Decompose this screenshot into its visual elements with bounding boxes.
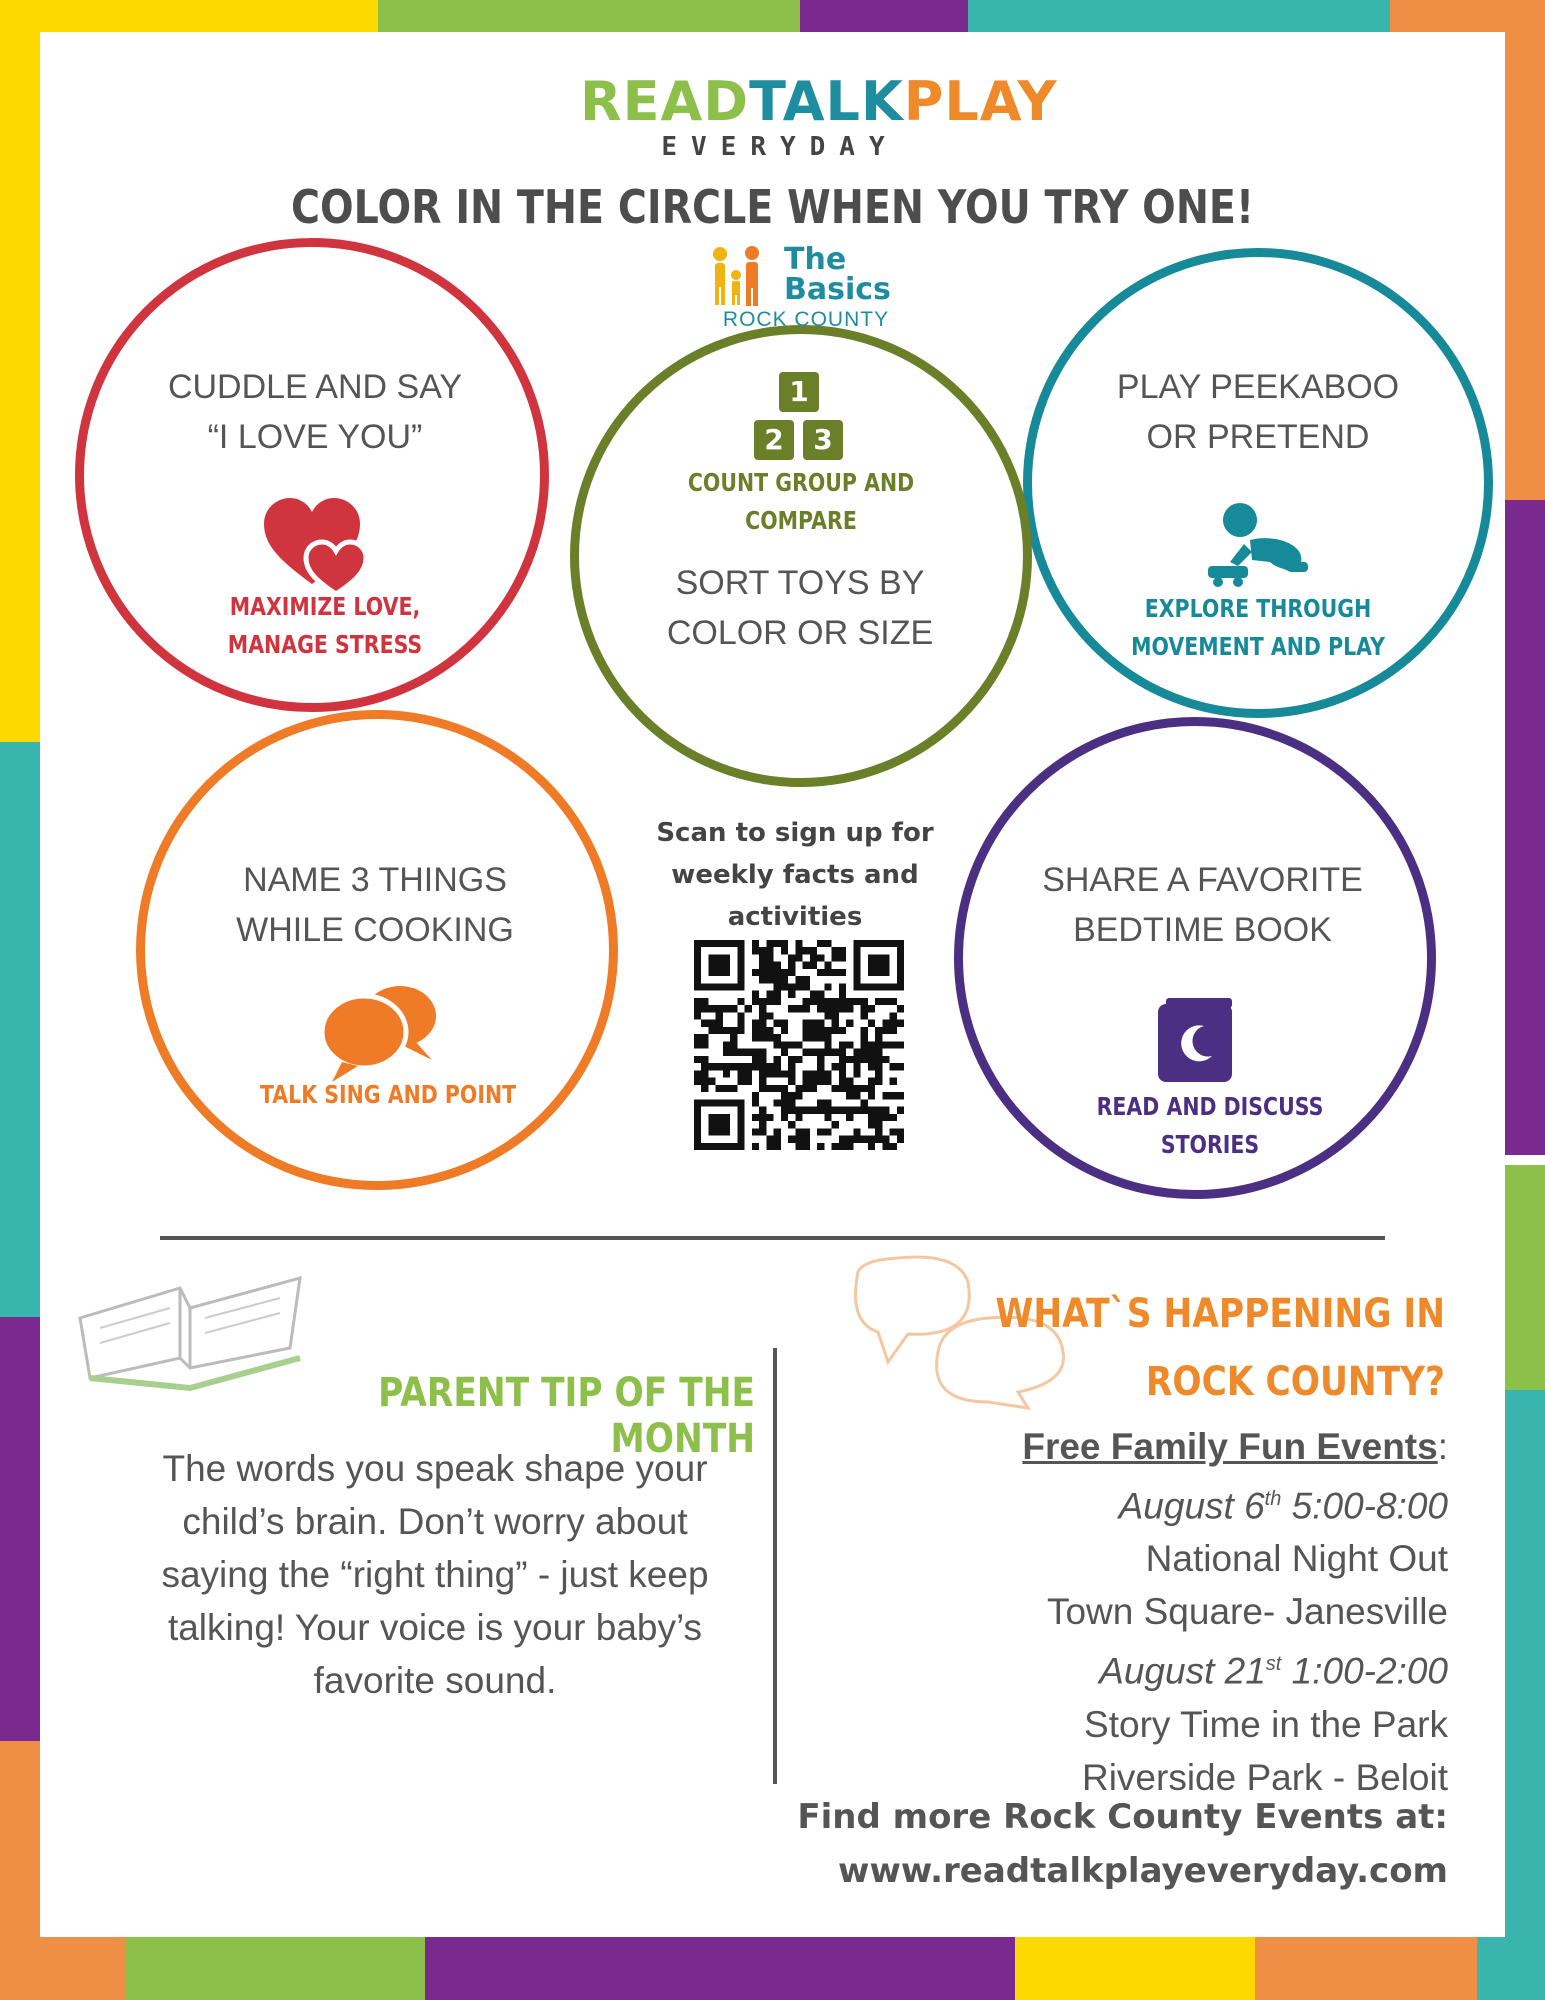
basics-title: The Basics <box>784 242 891 307</box>
event-date: August 6th 5:00-8:00 <box>1118 1485 1448 1527</box>
talk-label: TALK SING AND POINT <box>259 1080 517 1109</box>
hearts-icon <box>262 496 372 596</box>
talk-activity-text: NAME 3 THINGS WHILE COOKING <box>236 861 514 949</box>
section-divider <box>160 1236 1385 1240</box>
parent-tip-title: PARENT TIP OF THE MONTH <box>378 1370 755 1462</box>
event-place: Town Square- Janesville <box>1046 1591 1448 1633</box>
crawling-baby-icon <box>1204 502 1314 588</box>
read-activity-text: SHARE A FAVORITE BEDTIME BOOK <box>1042 861 1363 949</box>
event-place: Riverside Park - Beloit <box>1081 1756 1448 1798</box>
page-headline: COLOR IN THE CIRCLE WHEN YOU TRY ONE! <box>291 180 1254 234</box>
event-date: August 21st 1:00-2:00 <box>1099 1650 1448 1692</box>
speech-bubbles-icon <box>320 984 440 1084</box>
open-book-sketch-icon <box>70 1248 310 1398</box>
find-more-text: Find more Rock County Events at: <box>797 1797 1448 1837</box>
basics-subtitle: ROCK COUNTY <box>722 308 890 331</box>
event-name: Story Time in the Park <box>1084 1703 1448 1745</box>
readtalkplay-logo <box>580 70 1058 162</box>
find-more <box>780 1790 1448 1898</box>
events-header: Free Family Fun Events <box>1022 1426 1438 1467</box>
family-icon <box>706 245 778 307</box>
parent-tip-body: The words you speak shape your child’s brain. Don’t worry about saying the “right thing” - just keep talking! Your voice is your baby’s favorite sound. <box>161 1448 709 1701</box>
whats-happening-title: WHAT`S HAPPENING IN ROCK COUNTY? <box>995 1291 1445 1405</box>
logo-wordmark: READTALKPLAY <box>580 70 1058 133</box>
event-name: National Night Out <box>1145 1538 1448 1580</box>
count-label: COUNT GROUP AND COMPARE <box>687 468 915 535</box>
explore-label: EXPLORE THROUGH MOVEMENT AND PLAY <box>1131 594 1385 661</box>
the-basics-logo <box>706 242 906 333</box>
scan-signup-text: Scan to sign up for weekly facts and activities <box>656 818 934 932</box>
love-activity-text: CUDDLE AND SAY “I LOVE YOU” <box>167 368 463 456</box>
events-list: Free Family Fun Events: August 6th 5:00-8:00 National Night Out Town Square- Janesville August 21st 1:00-2:00 Story Time in the Park Riverside Park - Beloit <box>800 1420 1448 1804</box>
explore-activity-text: PLAY PEEKABOO OR PRETEND <box>1116 368 1400 456</box>
read-label: READ AND DISCUSS STORIES <box>1096 1092 1324 1159</box>
logo-everyday: EVERYDAY <box>661 132 899 162</box>
website-link[interactable]: www.readtalkplayeveryday.com <box>838 1851 1448 1891</box>
qr-code-icon[interactable] <box>694 940 904 1150</box>
count-activity-text: SORT TOYS BY COLOR OR SIZE <box>666 564 934 652</box>
love-label: MAXIMIZE LOVE, MANAGE STRESS <box>227 592 423 659</box>
book-moon-icon <box>1150 996 1240 1086</box>
vertical-divider <box>773 1348 777 1784</box>
